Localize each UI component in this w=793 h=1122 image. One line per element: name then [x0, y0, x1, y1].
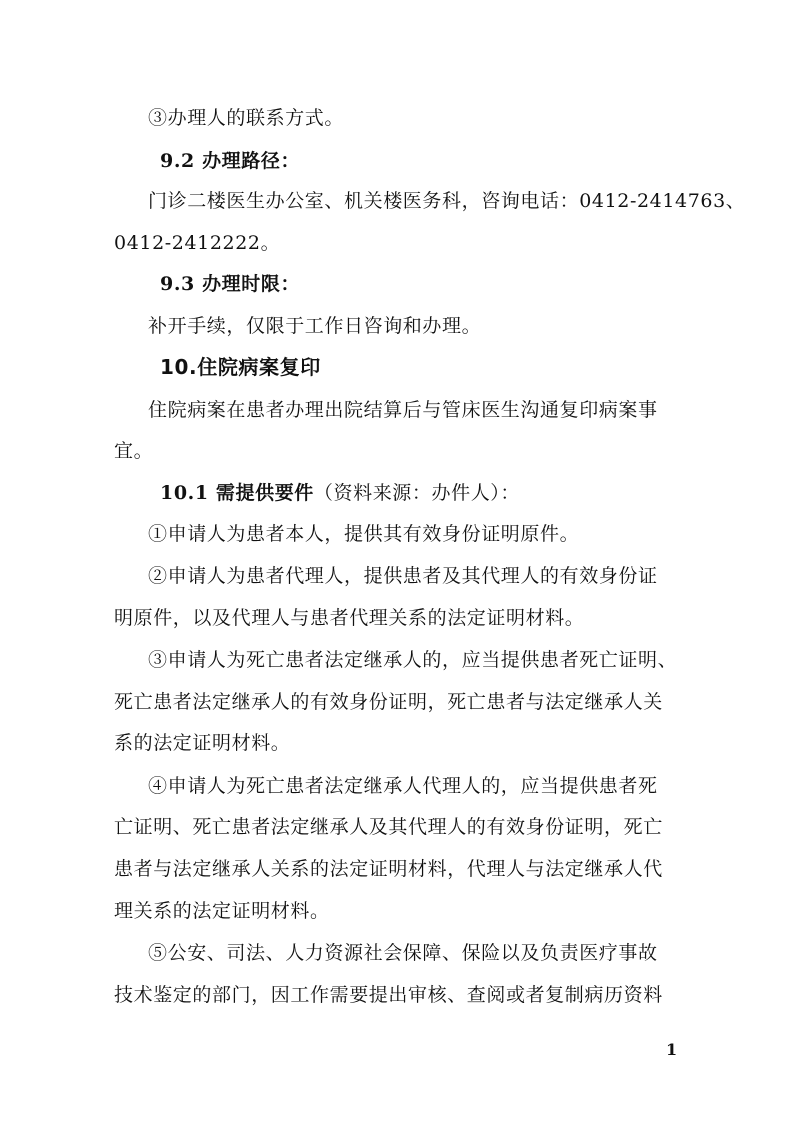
requirement-1: ①申请人为患者本人，提供其有效身份证明原件。	[148, 523, 580, 545]
requirement-5-line-1: ⑤公安、司法、人力资源社会保障、保险以及负责医疗事故	[148, 942, 658, 964]
requirement-2-line-1: ②申请人为患者代理人，提供患者及其代理人的有效身份证	[148, 565, 658, 587]
heading-9-2: 9.2 办理路径：	[160, 150, 301, 172]
heading-10-1-row	[160, 481, 520, 505]
page-number: 1	[666, 1040, 678, 1059]
requirement-3-line-1: ③申请人为死亡患者法定继承人的，应当提供患者死亡证明、	[148, 649, 678, 671]
item-contact-method: ③办理人的联系方式。	[148, 107, 345, 129]
intro-line-1: 住院病案在患者办理出院结算后与管床医生沟通复印病案事	[148, 399, 658, 421]
heading-9-3: 9.3 办理时限：	[160, 273, 301, 295]
heading-10-1: 10.1 需提供要件	[160, 482, 314, 504]
path-line-1: 门诊二楼医生办公室、机关楼医务科，咨询电话：0412-2414763、	[148, 190, 746, 212]
requirement-5-line-2: 技术鉴定的部门，因工作需要提出审核、查阅或者复制病历资料	[114, 984, 663, 1006]
requirement-4-line-4: 理关系的法定证明材料。	[114, 900, 330, 922]
requirement-4-line-2: 亡证明、死亡患者法定继承人及其代理人的有效身份证明，死亡	[114, 816, 663, 838]
intro-line-2: 宜。	[114, 440, 154, 462]
requirement-4-line-3: 患者与法定继承人关系的法定证明材料，代理人与法定继承人代	[114, 858, 663, 880]
time-limit-text: 补开手续，仅限于工作日咨询和办理。	[148, 315, 482, 337]
heading-10-1-note: （资料来源：办件人）：	[313, 482, 520, 504]
requirement-2-line-2: 明原件，以及代理人与患者代理关系的法定证明材料。	[114, 607, 585, 629]
requirement-4-line-1: ④申请人为死亡患者法定继承人代理人的，应当提供患者死	[148, 775, 658, 797]
requirement-3-line-3: 系的法定证明材料。	[114, 732, 291, 754]
requirement-3-line-2: 死亡患者法定继承人的有效身份证明，死亡患者与法定继承人关	[114, 691, 663, 713]
path-line-2: 0412-2412222。	[114, 232, 281, 254]
heading-10: 10.住院病案复印	[160, 355, 321, 379]
